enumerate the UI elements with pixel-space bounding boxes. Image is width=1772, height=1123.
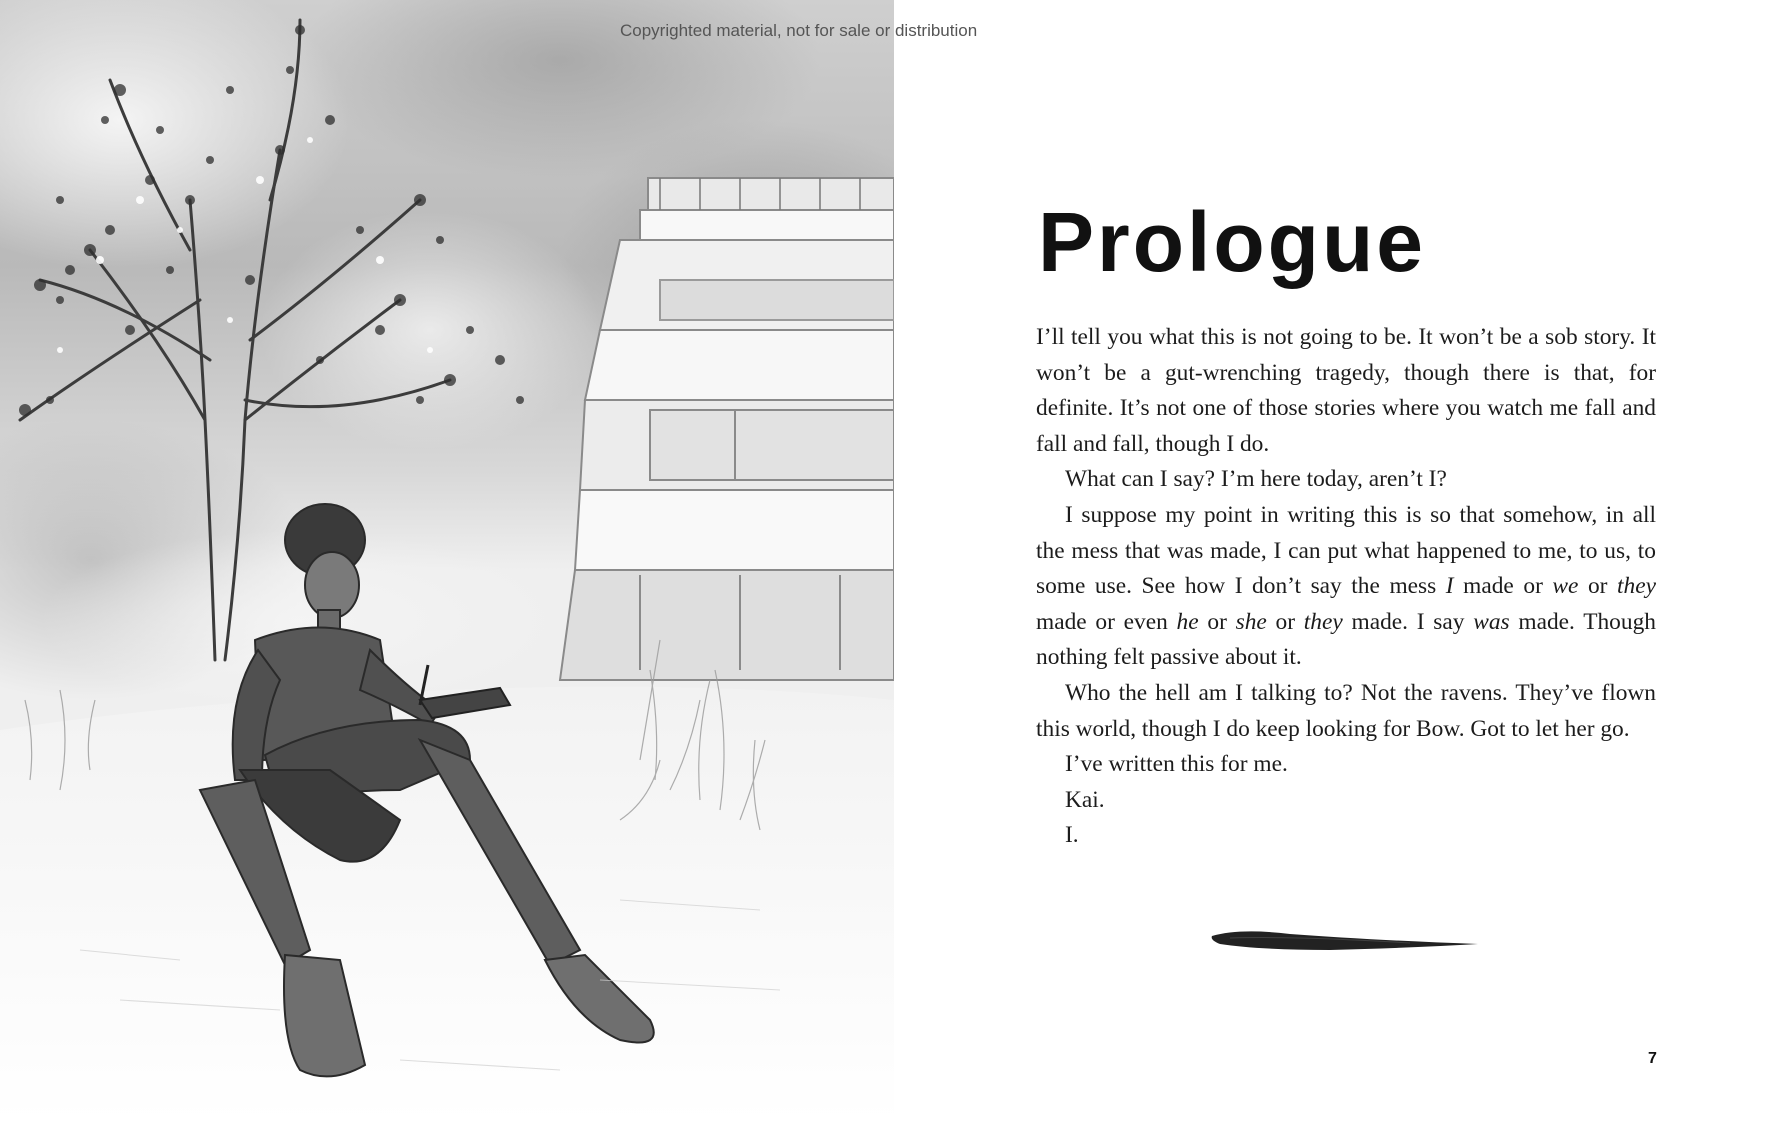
paragraph-3-text-b: made or <box>1453 573 1553 600</box>
paragraph-3-text-g: made. I say <box>1351 608 1474 635</box>
italic-I: I <box>1445 573 1454 600</box>
italic-we: we <box>1552 573 1579 600</box>
italic-they-1: they <box>1617 573 1656 600</box>
paragraph-4: Who the hell am I talking to? Not the ravens. They’ve flown this world, though I do keep looking for Bow. Got to let her go. <box>1036 679 1656 742</box>
chapter-body <box>1036 320 1656 854</box>
paragraph-6: Kai. <box>1065 786 1105 813</box>
paragraph-5: I’ve written this for me. <box>1065 751 1288 778</box>
italic-they-2: they <box>1303 608 1343 635</box>
brush-stroke-divider-icon <box>1210 926 1480 954</box>
paragraph-3 <box>1036 498 1656 676</box>
paragraph-2: What can I say? I’m here today, aren’t I? <box>1065 466 1447 493</box>
paragraph-3-text-c: or <box>1578 573 1618 600</box>
italic-she: she <box>1235 608 1267 635</box>
chapter-title: Prologue <box>1038 195 1427 289</box>
paragraph-3-text-h: made. Though nothing felt passive about it. <box>1036 608 1656 671</box>
italic-he: he <box>1176 608 1199 635</box>
page-number: 7 <box>1648 1050 1657 1067</box>
paragraph-3-text-d: made or even <box>1036 608 1177 635</box>
italic-was: was <box>1473 608 1510 635</box>
paragraph-3-text-f: or <box>1266 608 1304 635</box>
paragraph-3-text-e: or <box>1198 608 1236 635</box>
paragraph-1: I’ll tell you what this is not going to be. It won’t be a sob story. It won’t be a gut-wrenching tragedy, though there is that, for definite. It’s not one of those stories where you watch me fall and fall and fall, though I do. <box>1036 324 1656 457</box>
paragraph-7: I. <box>1065 822 1079 849</box>
paragraph-3-text-a: I suppose my point in writing this is so that somehow, in all the mess that was made, I can put what happened to me, to us, to some use. See how I don’t say the mess <box>1036 501 1656 600</box>
copyright-notice: Copyrighted material, not for sale or distribution <box>620 21 978 40</box>
